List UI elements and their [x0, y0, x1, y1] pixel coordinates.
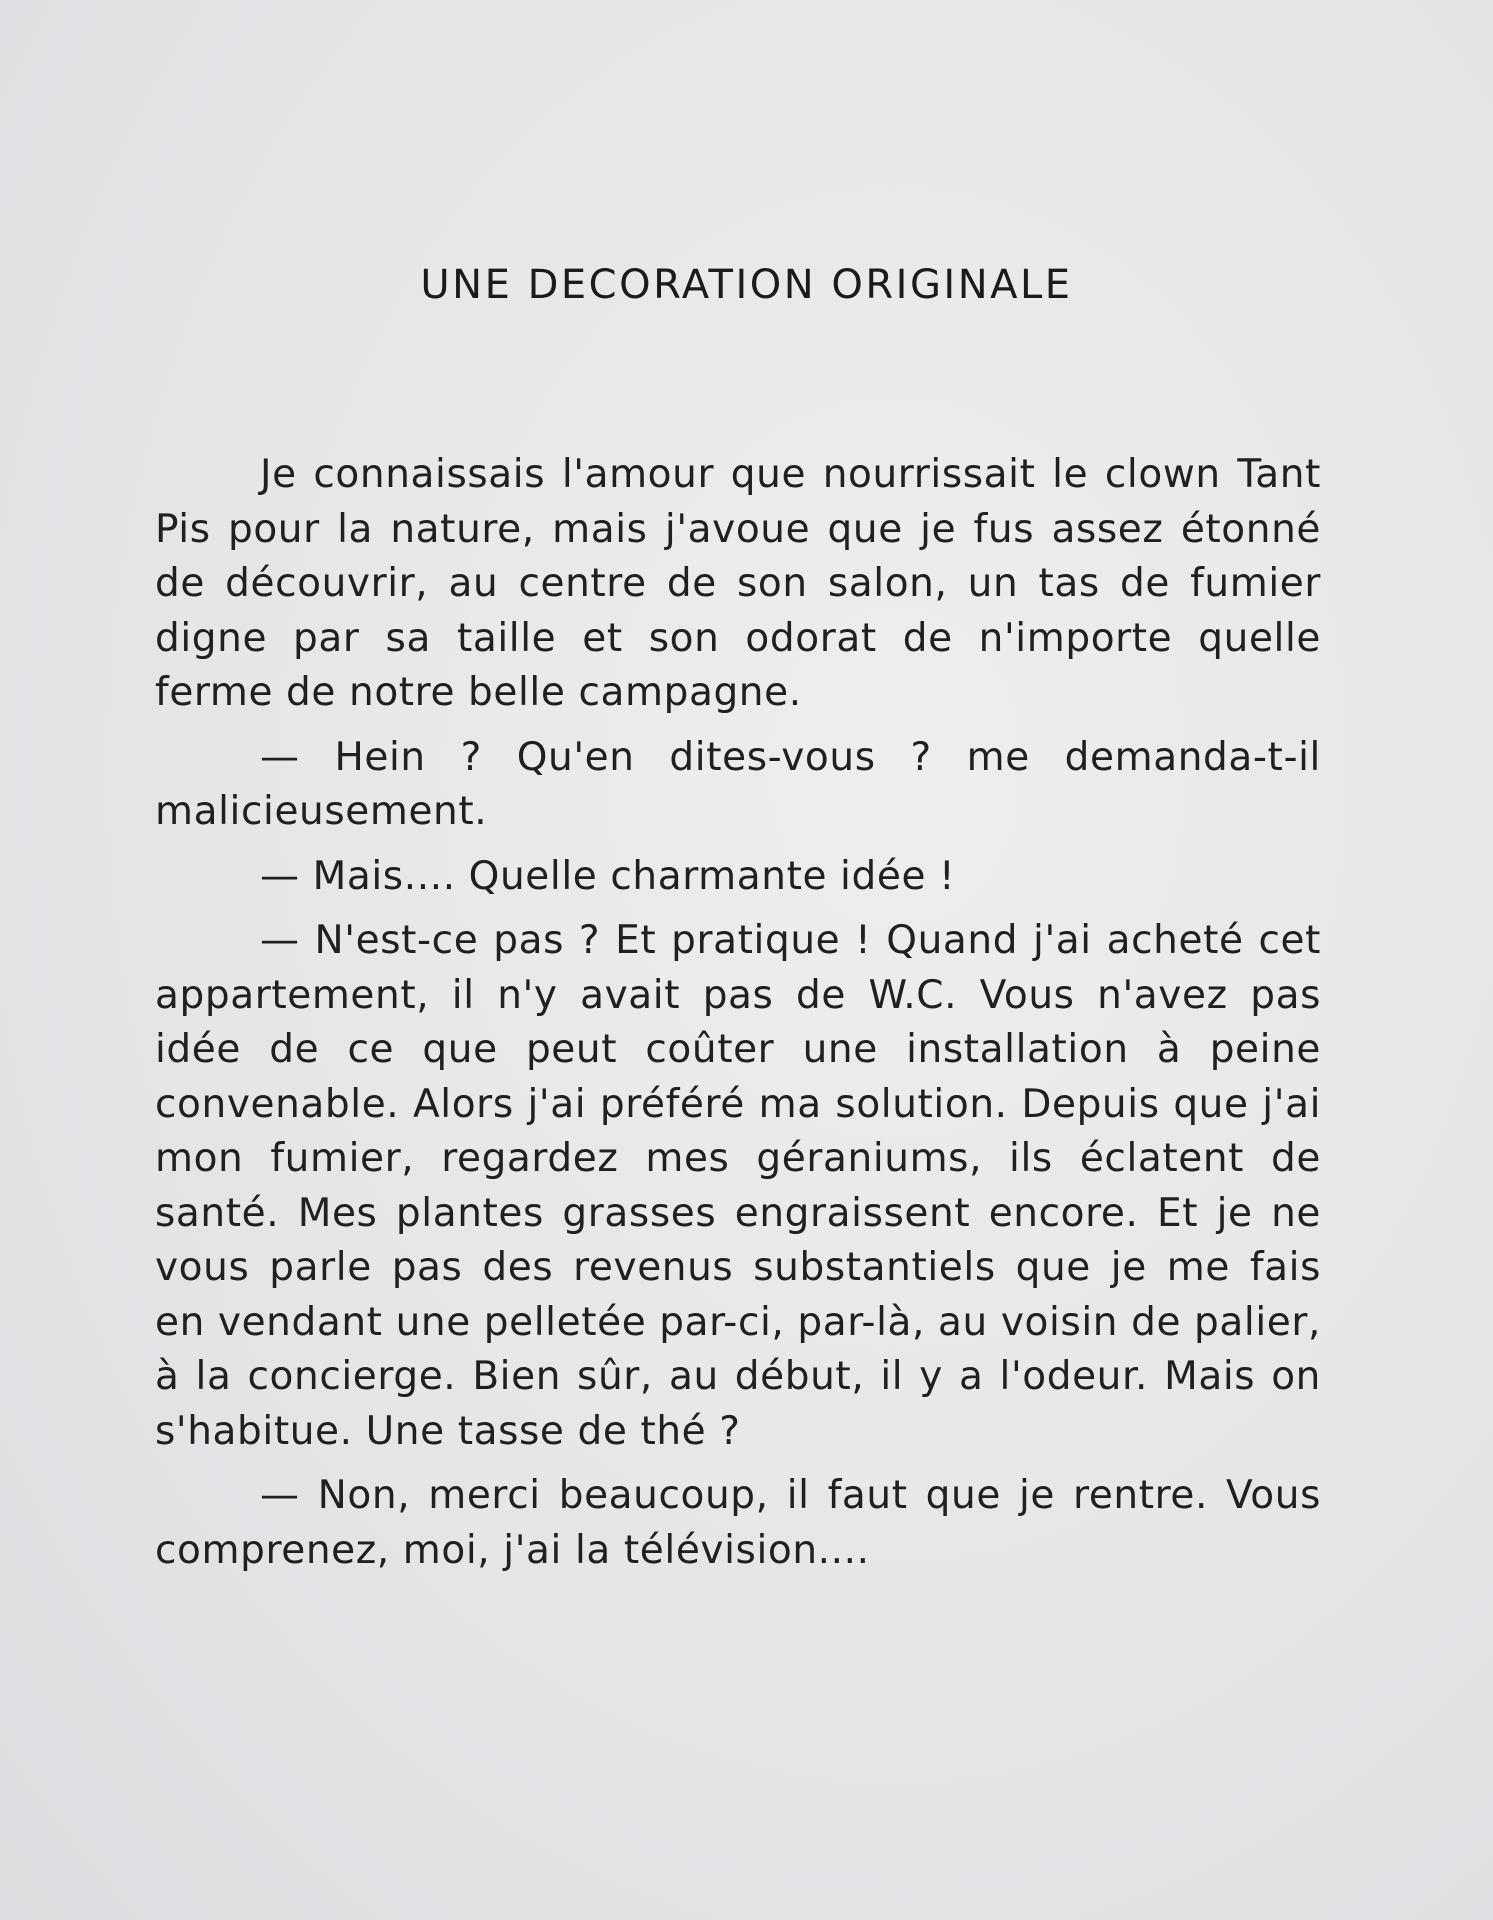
paragraph: — Hein ? Qu'en dites-vous ? me demanda-t-il malicieusement.: [155, 734, 1321, 834]
paragraph: — N'est-ce pas ? Et pratique ! Quand j'ai acheté cet appartement, il n'y avait pas de W.C. Vous n'avez pas idée de ce que peut coûter une installation à peine convenable. Alors j'ai préféré ma solution. Depuis que j'ai mon fumier, regardez mes géraniums, ils éclatent de santé. Mes plantes grasses engraissent encore. Et je ne vous parle pas des revenus substantiels que je me fais en vendant une pelletée par-ci, par-là, au voisin de palier, à la concierge. Bien sûr, au début, il y a l'odeur. Mais on s'habitue. Une tasse de thé ?: [155, 918, 1321, 1454]
paragraph: — Mais.... Quelle charmante idée !: [260, 853, 956, 899]
chapter-title: UNE DECORATION ORIGINALE: [420, 262, 1073, 308]
paragraph: — Non, merci beaucoup, il faut que je rentre. Vous comprenez, moi, j'ai la télévision....: [155, 1473, 1321, 1573]
paragraph: Je connaissais l'amour que nourrissait le clown Tant Pis pour la nature, mais j'avoue que je fus assez étonné de découvrir, au centre de son salon, un tas de fumier digne par sa taille et son odorat de n'importe quelle ferme de notre belle campagne.: [155, 452, 1321, 715]
body-text: [155, 448, 1321, 1588]
